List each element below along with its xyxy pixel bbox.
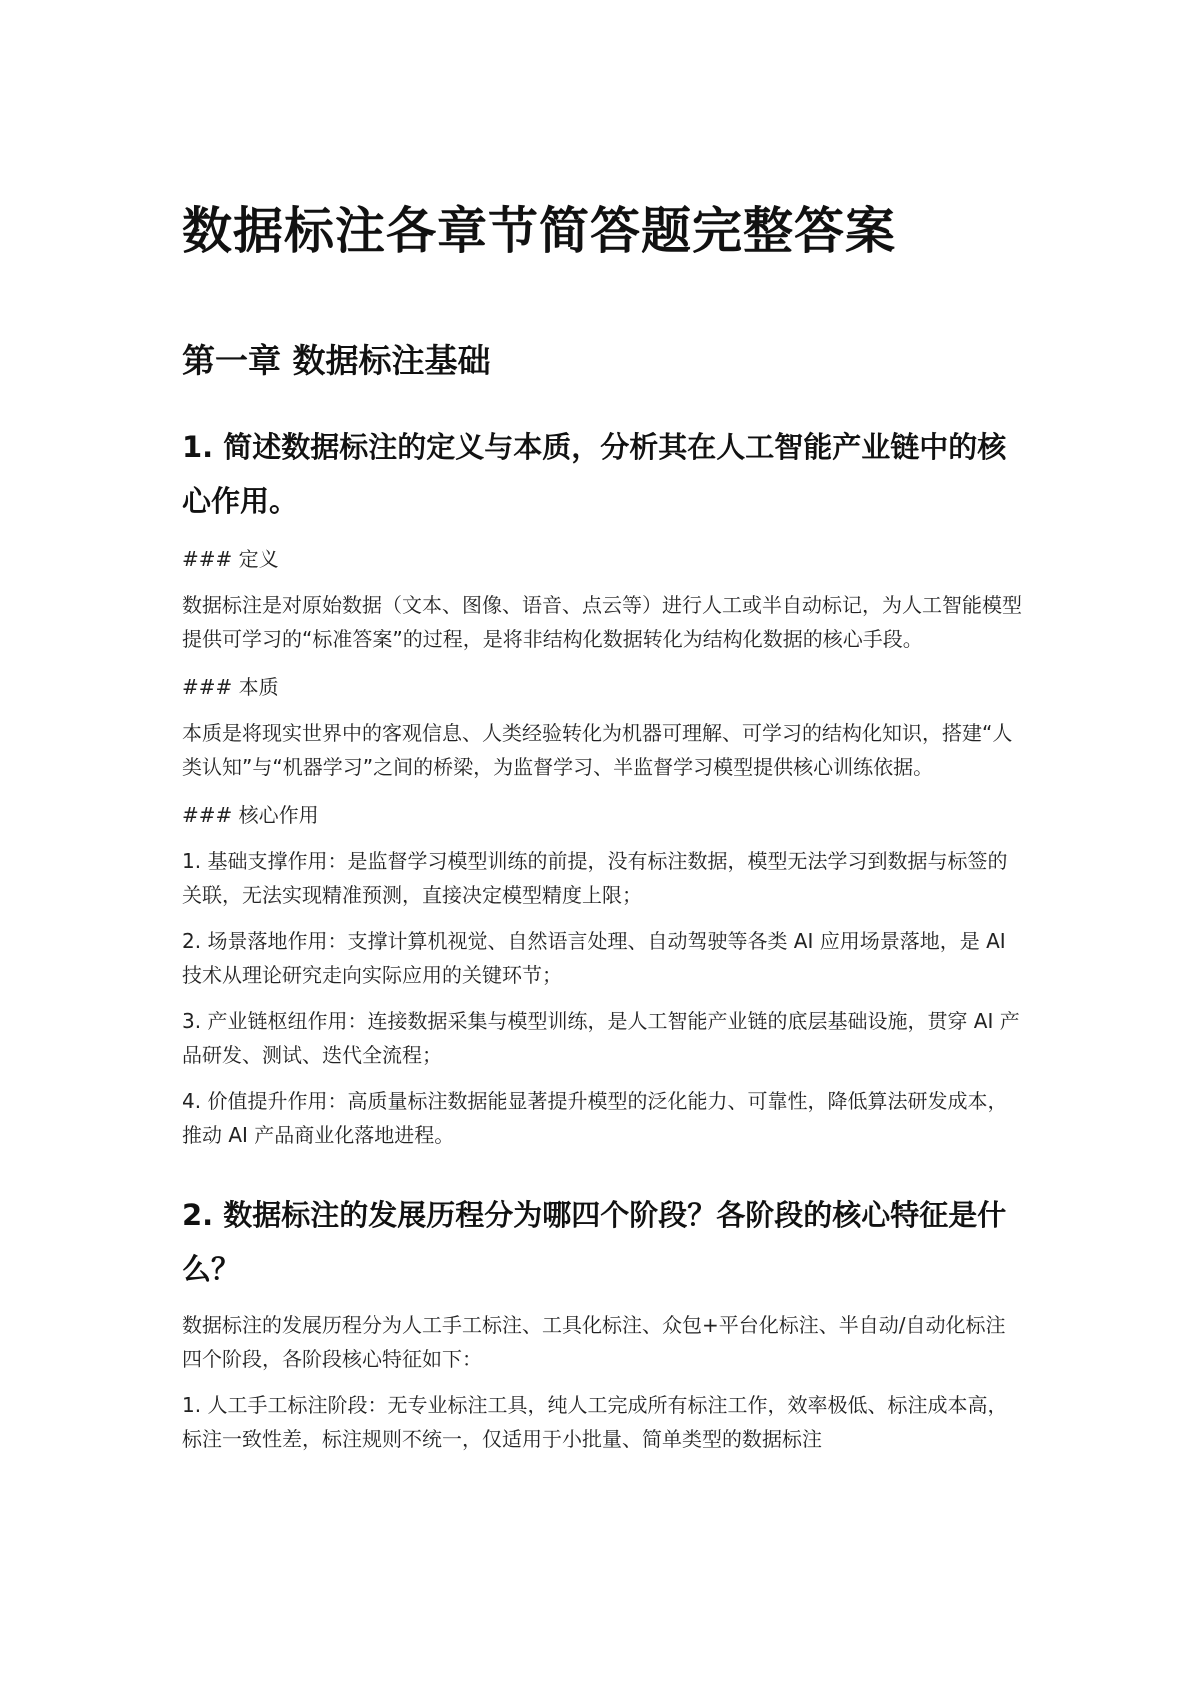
core-role-item-2: 2. 场景落地作用：支撑计算机视觉、自然语言处理、自动驾驶等各类 AI 应用场景落地，是 AI 技术从理论研究走向实际应用的关键环节； [182,929,1006,987]
stages-intro-paragraph: 数据标注的发展历程分为人工手工标注、工具化标注、众包+平台化标注、半自动/自动化标注四个阶段，各阶段核心特征如下： [182,1313,1006,1371]
question-2-section [182,1188,1022,1456]
question-1-section [182,420,1022,1152]
question-2-title: 2. 数据标注的发展历程分为哪四个阶段？各阶段的核心特征是什么？ [182,1198,1007,1286]
stage-1-item: 1. 人工手工标注阶段：无专业标注工具，纯人工完成所有标注工作，效率极低、标注成本高，标注一致性差，标注规则不统一，仅适用于小批量、简单类型的数据标注 [182,1393,1008,1451]
core-role-item-3: 3. 产业链枢纽作用：连接数据采集与模型训练，是人工智能产业链的底层基础设施，贯穿 AI 产品研发、测试、迭代全流程； [182,1009,1020,1067]
document-content [182,196,1022,1456]
essence-paragraph: 本质是将现实世界中的客观信息、人类经验转化为机器可理解、可学习的结构化知识，搭建“人类认知”与“机器学习”之间的桥梁，为监督学习、半监督学习模型提供核心训练依据。 [182,721,1013,779]
core-role-item-1: 1. 基础支撑作用：是监督学习模型训练的前提，没有标注数据，模型无法学习到数据与标签的关联，无法实现精准预测，直接决定模型精度上限； [182,849,1008,907]
essence-heading: ### 本质 [182,675,279,699]
definition-paragraph: 数据标注是对原始数据（文本、图像、语音、点云等）进行人工或半自动标记，为人工智能模型提供可学习的“标准答案”的过程，是将非结构化数据转化为结构化数据的核心手段。 [182,593,1022,651]
chapter-title: 第一章 数据标注基础 [182,341,491,380]
core-role-item-4: 4. 价值提升作用：高质量标注数据能显著提升模型的泛化能力、可靠性，降低算法研发成本，推动 AI 产品商业化落地进程。 [182,1089,1008,1147]
document-title: 数据标注各章节简答题完整答案 [182,202,896,260]
definition-heading: ### 定义 [182,547,279,571]
question-1-title: 1. 简述数据标注的定义与本质，分析其在人工智能产业链中的核心作用。 [182,430,1007,518]
core-role-heading: ### 核心作用 [182,803,319,827]
